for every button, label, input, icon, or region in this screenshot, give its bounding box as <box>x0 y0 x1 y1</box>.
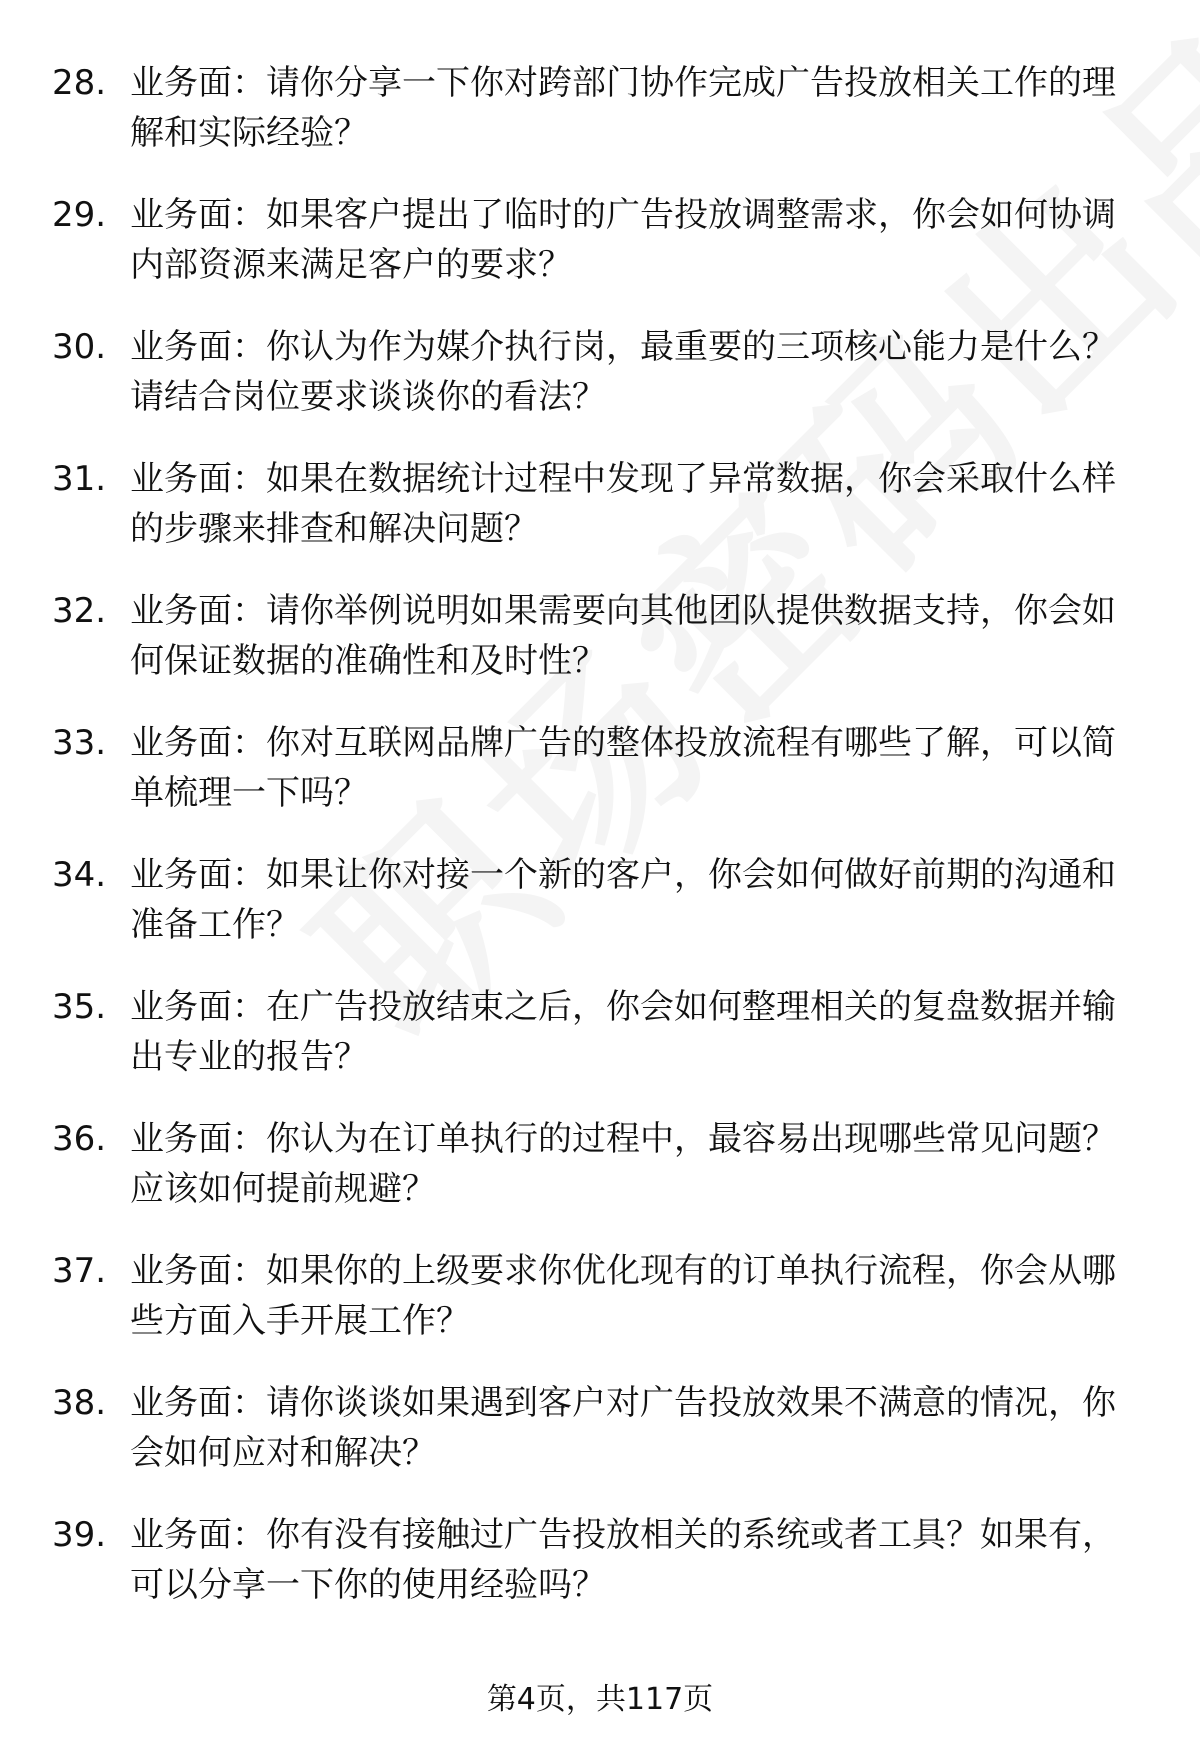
question-item-30 <box>52 322 1142 454</box>
question-number: 30. <box>52 327 107 367</box>
question-number: 39. <box>52 1515 107 1555</box>
question-number: 28. <box>52 63 107 103</box>
question-text: 业务面：你认为在订单执行的过程中，最容易出现哪些常见问题？应该如何提前规避？ <box>130 1119 1116 1209</box>
question-number: 32. <box>52 591 107 631</box>
question-number: 37. <box>52 1251 107 1291</box>
question-item-39 <box>52 1510 1142 1642</box>
question-item-35 <box>52 982 1142 1114</box>
question-number: 36. <box>52 1119 107 1159</box>
question-text: 业务面：请你举例说明如果需要向其他团队提供数据支持，你会如何保证数据的准确性和及时性？ <box>130 591 1116 681</box>
question-number: 34. <box>52 855 107 895</box>
question-text: 业务面：请你谈谈如果遇到客户对广告投放效果不满意的情况，你会如何应对和解决？ <box>130 1383 1116 1473</box>
question-text: 业务面：如果让你对接一个新的客户，你会如何做好前期的沟通和准备工作？ <box>130 855 1116 945</box>
question-item-34 <box>52 850 1142 982</box>
question-item-33 <box>52 718 1142 850</box>
question-text: 业务面：你对互联网品牌广告的整体投放流程有哪些了解，可以简单梳理一下吗？ <box>130 723 1116 813</box>
question-number: 38. <box>52 1383 107 1423</box>
question-number: 33. <box>52 723 107 763</box>
question-text: 业务面：请你分享一下你对跨部门协作完成广告投放相关工作的理解和实际经验？ <box>130 63 1116 153</box>
question-number: 31. <box>52 459 107 499</box>
question-text: 业务面：如果你的上级要求你优化现有的订单执行流程，你会从哪些方面入手开展工作？ <box>130 1251 1116 1341</box>
question-text: 业务面：在广告投放结束之后，你会如何整理相关的复盘数据并输出专业的报告？ <box>130 987 1116 1077</box>
question-item-38 <box>52 1378 1142 1510</box>
question-number: 29. <box>52 195 107 235</box>
page-footer: 第4页，共117页 <box>486 1682 714 1717</box>
question-item-31 <box>52 454 1142 586</box>
question-item-32 <box>52 586 1142 718</box>
question-number: 35. <box>52 987 107 1027</box>
question-text: 业务面：你认为作为媒介执行岗，最重要的三项核心能力是什么？请结合岗位要求谈谈你的看法？ <box>130 327 1116 417</box>
question-item-28 <box>52 58 1142 190</box>
question-text: 业务面：如果在数据统计过程中发现了异常数据，你会采取什么样的步骤来排查和解决问题？ <box>130 459 1116 549</box>
question-item-36 <box>52 1114 1142 1246</box>
question-item-37 <box>52 1246 1142 1378</box>
question-item-29 <box>52 190 1142 322</box>
question-list <box>52 58 1142 1642</box>
question-text: 业务面：如果客户提出了临时的广告投放调整需求，你会如何协调内部资源来满足客户的要求？ <box>130 195 1116 285</box>
question-text: 业务面：你有没有接触过广告投放相关的系统或者工具？如果有，可以分享一下你的使用经验吗？ <box>130 1515 1116 1605</box>
